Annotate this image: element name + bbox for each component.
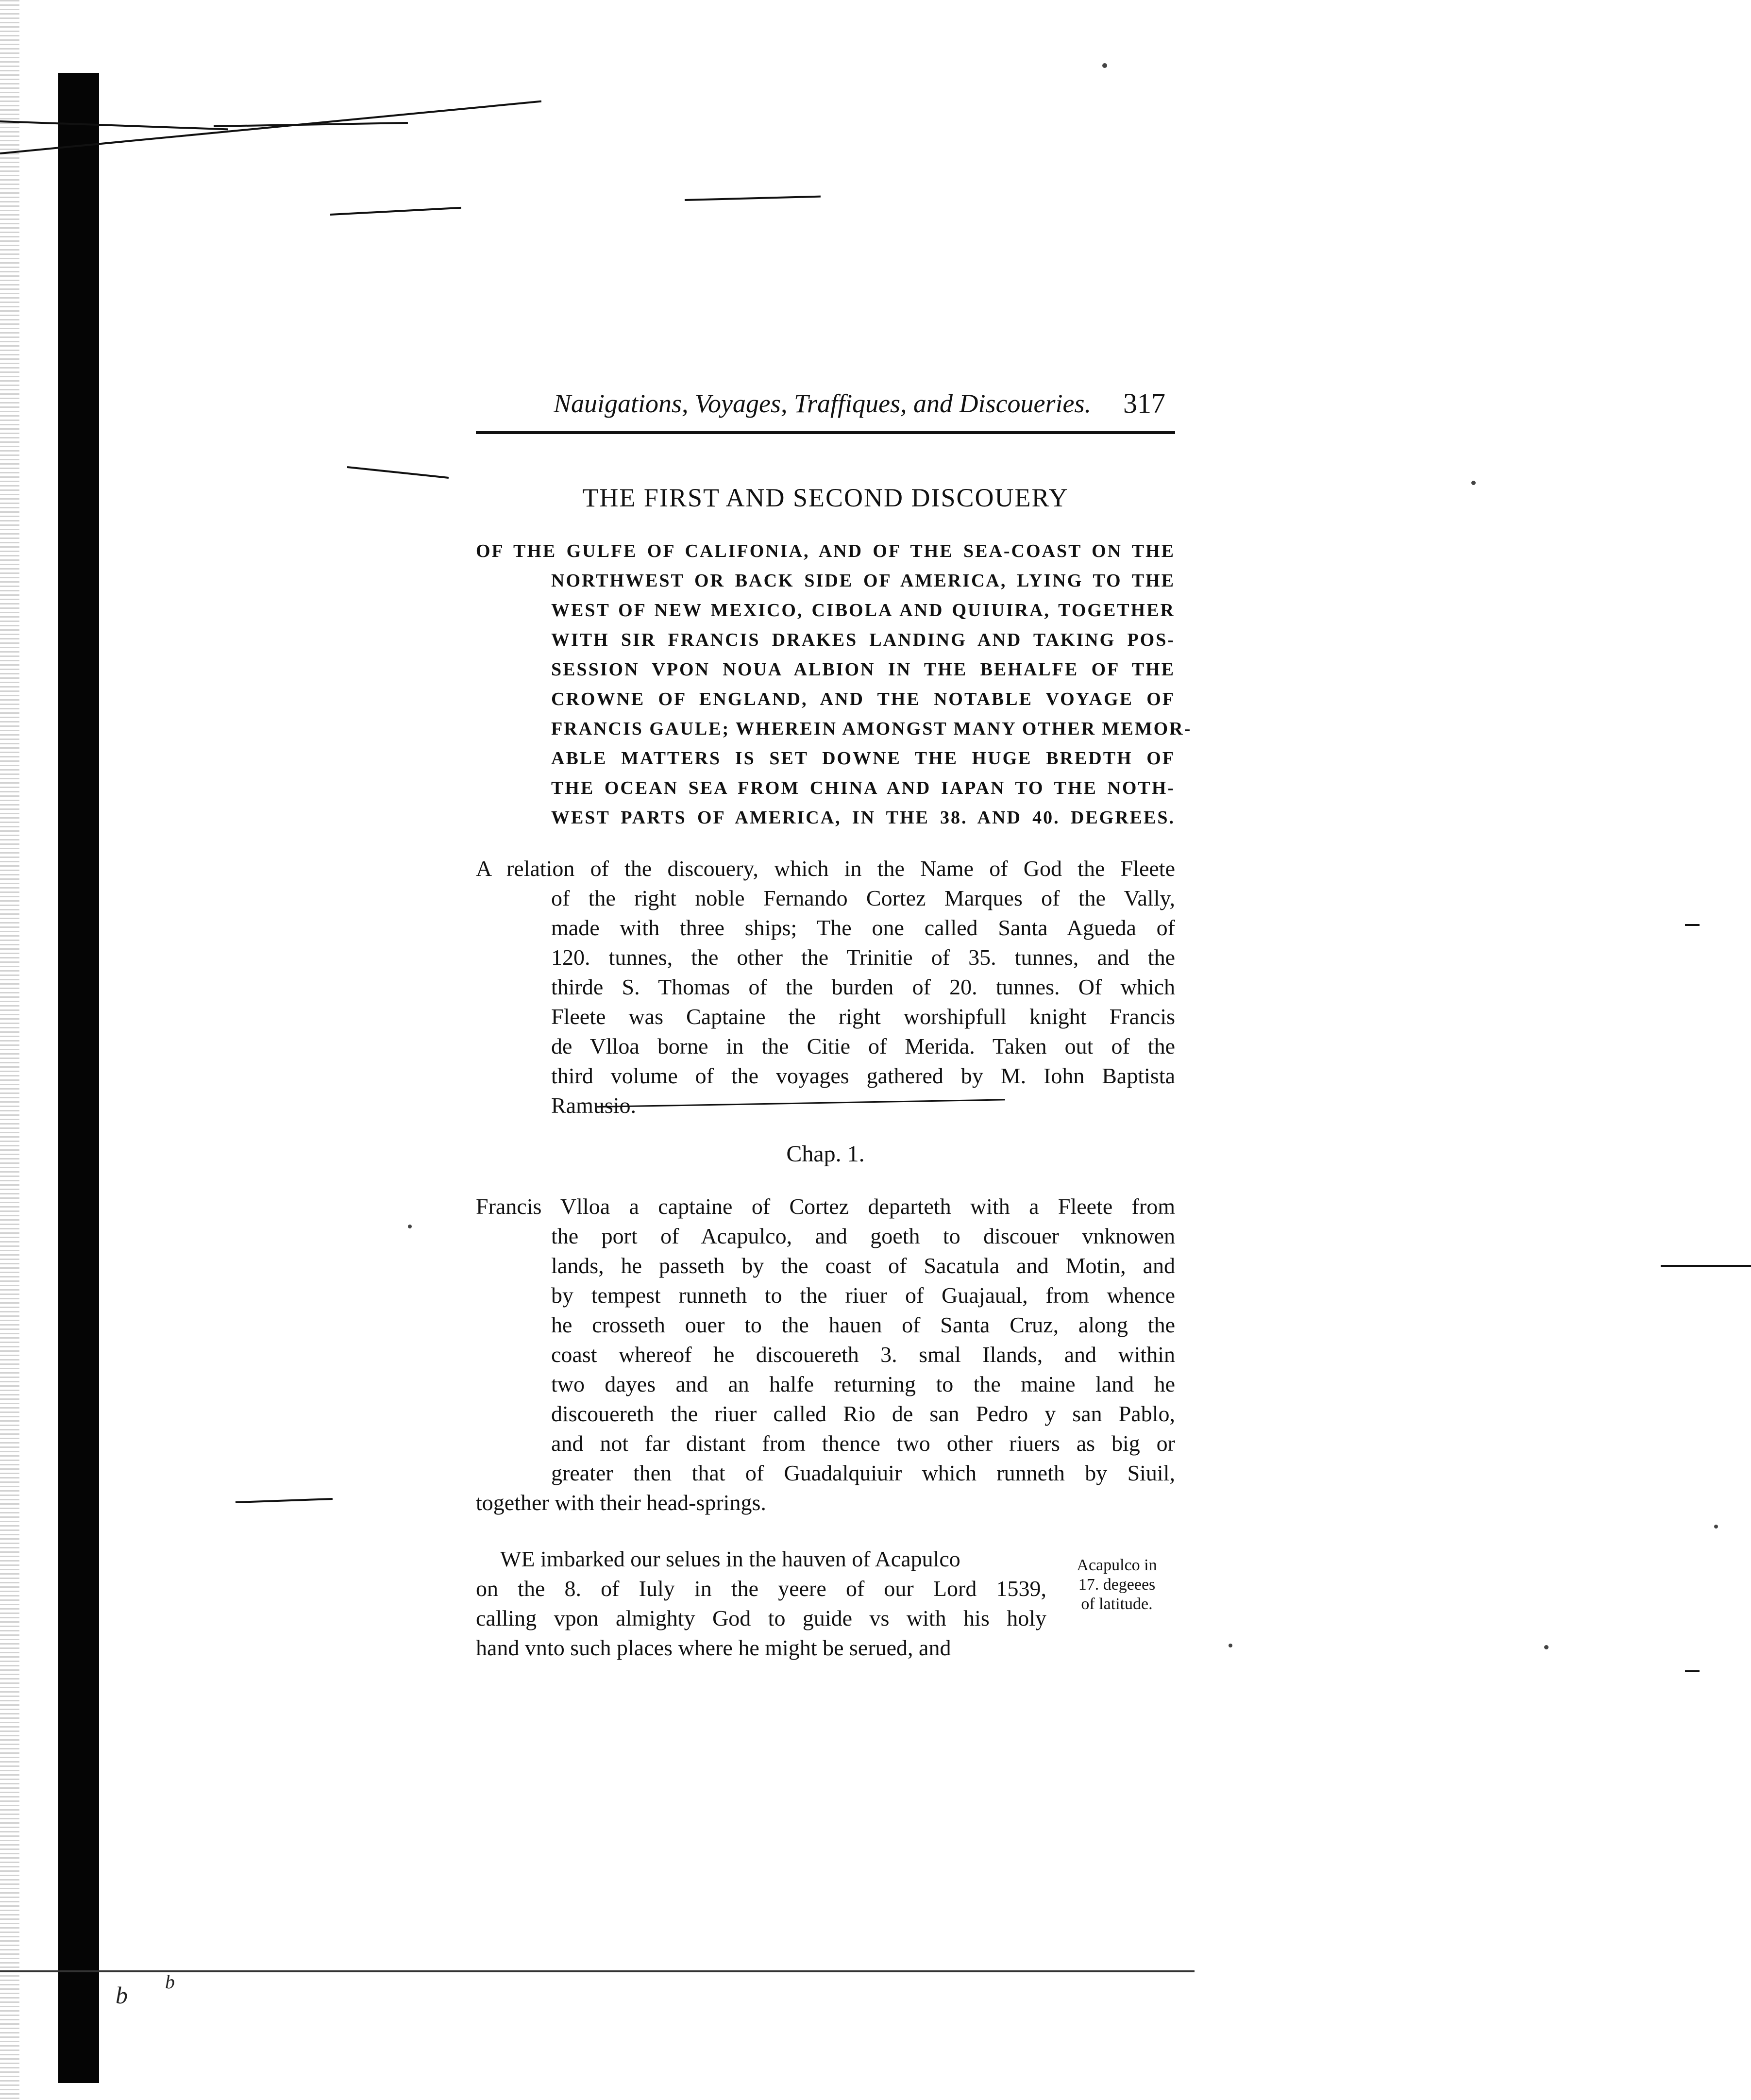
relation-line: Ramusio. [551,1093,637,1118]
subtitle-line: SESSION VPON NOUA ALBION IN THE BEHALFE OF THE [551,659,1175,680]
summary-line: Francis Vlloa a captaine of Cortez departeth with a Fleete from [476,1194,1175,1219]
subtitle-line: WEST PARTS OF AMERICA, IN THE 38. AND 40. DEGREES. [551,807,1175,828]
chapter-title: THE FIRST AND SECOND DISCOUERY [582,483,1069,512]
body-paragraph [476,1544,1112,1663]
chapter-subtitle [476,537,1192,833]
relation-line: de Vlloa borne in the Citie of Merida. Taken out of the [551,1034,1175,1058]
body-line: calling vpon almighty God to guide vs with his holy [476,1606,1046,1630]
header-rule [476,431,1175,434]
stray-handwritten-mark: b [165,1971,175,1993]
margin-note-line: 17. degeees [1078,1576,1156,1594]
chapter-number: Chap. 1. [786,1141,865,1167]
relation-line: third volume of the voyages gathered by M. Iohn Baptista [551,1063,1175,1088]
subtitle-line: ABLE MATTERS IS SET DOWNE THE HUGE BREDTH OF [551,748,1175,769]
page-number: 317 [1123,387,1165,419]
relation-line: Fleete was Captaine the right worshipfull knight Francis [551,1004,1175,1029]
summary-line: by tempest runneth to the riuer of Guajaual, from whence [551,1283,1175,1308]
body-line: hand vnto such places where he might be serued, and [476,1635,951,1660]
body-line: WE imbarked our selues in the hauven of Acapulco [500,1546,960,1571]
summary-line: the port of Acapulco, and goeth to discouer vnknowen [551,1224,1175,1248]
margin-note-line: of latitude. [1081,1595,1153,1613]
relation-paragraph [476,854,1175,1120]
summary-line: two dayes and an halfe returning to the maine land he [551,1372,1175,1396]
summary-line: together with their head-springs. [476,1490,766,1515]
relation-line: thirde S. Thomas of the burden of 20. tunnes. Of which [551,974,1175,999]
stray-handwritten-mark: b [116,1982,128,2009]
relation-line: 120. tunnes, the other the Trinitie of 35. tunnes, and the [551,945,1175,970]
subtitle-line: NORTHWEST OR BACK SIDE OF AMERICA, LYING TO THE [551,571,1175,591]
subtitle-line: WITH SIR FRANCIS DRAKES LANDING AND TAKING POS- [551,630,1175,650]
relation-line: of the right noble Fernando Cortez Marques of the Vally, [551,886,1175,910]
body-line: on the 8. of Iuly in the yeere of our Lord 1539, [476,1576,1046,1601]
subtitle-line: OF THE GULFE OF CALIFONIA, AND OF THE SEA-COAST ON THE [476,541,1175,561]
subtitle-line: THE OCEAN SEA FROM CHINA AND IAPAN TO THE NOTH- [551,778,1175,798]
summary-line: and not far distant from thence two other riuers as big or [551,1431,1175,1456]
chapter-summary [476,1192,1175,1517]
subtitle-line: FRANCIS GAULE; WHEREIN AMONGST MANY OTHER MEMOR- [551,719,1192,739]
subtitle-line: WEST OF NEW MEXICO, CIBOLA AND QUIUIRA, TOGETHER [551,600,1175,621]
relation-line: A relation of the discouery, which in the Name of God the Fleete [476,856,1175,881]
margin-note-line: Acapulco in [1077,1556,1157,1574]
margin-note [1049,1556,1185,1614]
summary-line: greater then that of Guadalquiuir which runneth by Siuil, [551,1461,1175,1485]
running-head [476,386,1175,430]
summary-line: coast whereof he discouereth 3. smal Ilands, and within [551,1342,1175,1367]
running-head-title: Nauigations, Voyages, Traffiques, and Discoueries. [554,389,1091,418]
relation-line: made with three ships; The one called Santa Agueda of [551,915,1175,940]
summary-line: he crosseth ouer to the hauen of Santa Cruz, along the [551,1312,1175,1337]
summary-line: lands, he passeth by the coast of Sacatula and Motin, and [551,1253,1175,1278]
subtitle-line: CROWNE OF ENGLAND, AND THE NOTABLE VOYAGE OF [551,689,1175,709]
summary-line: discouereth the riuer called Rio de san Pedro y san Pablo, [551,1401,1175,1426]
